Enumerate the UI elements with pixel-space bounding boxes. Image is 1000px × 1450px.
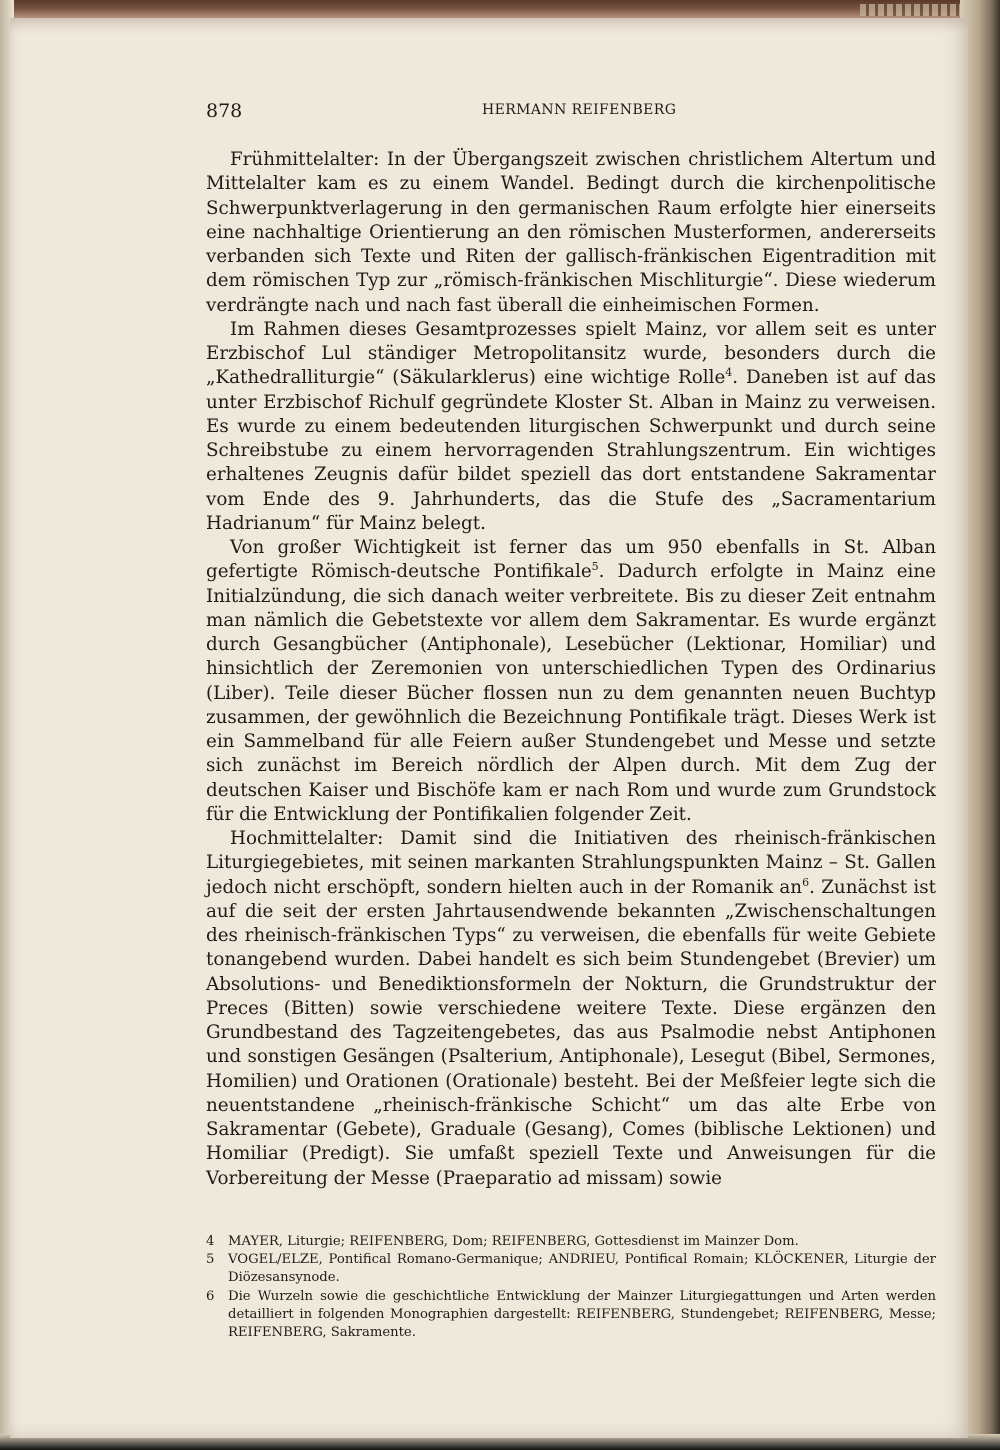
footnote-ref-5: 5 bbox=[591, 560, 599, 574]
footnote-number: 6 bbox=[206, 1288, 215, 1304]
paragraph-1 bbox=[206, 148, 936, 318]
running-head: HERMANN REIFENBERG bbox=[482, 102, 677, 118]
paragraph-4 bbox=[206, 827, 936, 1191]
footnote-ref-4: 4 bbox=[725, 366, 733, 380]
paragraph-text: Frühmittelalter: In der Übergangszeit zwischen christlichem Altertum und Mittelalter kam es zu einem Wandel. Bedingt durch die kirchenpolitische Schwerpunktverlagerung in den germanischen Raum erfolgte hier einerseits eine nachhaltige Orientierung an den römischen Musterformen, andererseits verbanden sich Texte und Riten der gallisch-fränkischen Eigentradition mit dem römischen Typ zur „römisch-fränkischen Mischliturgie“. Diese wiederum verdrängte nach und nach fast überall die einheimischen Formen. bbox=[206, 149, 936, 316]
footnote-text: VOGEL/ELZE, Pontifical Romano-Germanique; ANDRIEU, Pontifical Romain; KLÖCKENER, Liturgie der Diözesansynode. bbox=[228, 1252, 936, 1286]
footnote-6 bbox=[206, 1288, 936, 1343]
paragraph-text: . Dadurch erfolgte in Mainz eine Initialzündung, die sich danach weiter verbreitete. Bis zu dieser Zeit entnahm man nämlich die Gebetstexte vor allem dem Sakramentar. Es wurde ergänzt durch Gesangbücher (Antiphonale), Lesebücher (Lektionar, Homiliar) und hinsichtlich der Zeremonien von unterschiedlichen Typen des Ordinarius (Liber). Teile dieser Bücher flossen nun zu dem genannten neuen Buchtyp zusammen, der gewöhnlich die Bezeichnung Pontifikale trägt. Dieses Werk ist ein Sammelband für alle Feiern außer Stundengebet und Messe und setzte sich zunächst im Bereich nördlich der Alpen durch. Mit dem Zug der deutschen Kaiser und Bischöfe kam er nach Rom und wurde zum Grundstock für die Entwicklung der Pontifikalien folgender Zeit. bbox=[206, 561, 936, 825]
book-page bbox=[10, 18, 968, 1438]
paragraph-text: Von großer Wichtigkeit ist ferner das um 950 ebenfalls in St. Alban gefertigte Römisch-deutsche Pontifikale bbox=[206, 537, 936, 583]
footnote-5 bbox=[206, 1251, 936, 1288]
footnote-number: 4 bbox=[206, 1233, 215, 1249]
footnote-ref-6: 6 bbox=[802, 875, 810, 889]
footnote-number: 5 bbox=[206, 1252, 215, 1268]
body-text bbox=[206, 148, 936, 1191]
page-content bbox=[206, 100, 936, 1343]
paragraph-2 bbox=[206, 318, 936, 536]
paragraph-text: Im Rahmen dieses Gesamtprozesses spielt Mainz, vor allem seit es unter Erzbischof Lul ständiger Metropolitansitz wurde, besonders durch die „Kathedralliturgie“ (Säkularklerus) eine wichtige Rolle bbox=[206, 318, 936, 389]
paragraph-3 bbox=[206, 536, 936, 827]
paragraph-text: Hochmittelalter: Damit sind die Initiativen des rheinisch-fränkischen Liturgiegebietes, mit seinen markanten Strahlungspunkten Mainz – St. Gallen jedoch nicht erschöpft, sondern hielten auch in der Romanik an bbox=[206, 828, 936, 898]
running-header bbox=[206, 100, 936, 130]
footnote-text: MAYER, Liturgie; REIFENBERG, Dom; REIFENBERG, Gottesdienst im Mainzer Dom. bbox=[228, 1233, 799, 1249]
paragraph-text: . Daneben ist auf das unter Erzbischof Richulf gegründete Kloster St. Alban in Mainz zu verweisen. Es wurde zu einem bedeutenden liturgischen Schwerpunkt und durch seine Schreibstube zu einem hervorragenden Strahlungszentrum. Ein wichtiges erhaltenes Zeugnis dafür bildet speziell das dort entstandene Sakramentar vom Ende des 9. Jahrhunderts, das die Stufe des „Sacramentarium Hadrianum“ für Mainz belegt. bbox=[206, 367, 936, 534]
footnotes bbox=[206, 1233, 936, 1343]
paragraph-text: . Zunächst ist auf die seit der ersten Jahrtausendwende bekannten „Zwischenschaltungen des rheinisch-fränkischen Typs“ zu verweisen, die ebenfalls für weite Gebiete tonangebend wurden. Dabei handelt es sich beim Stundengebet (Brevier) um Absolutions- und Benediktionsformeln der Nokturn, die Grundstruktur der Preces (Bitten) sowie verschiedene weitere Texte. Diese ergänzen den Grundbestand des Tagzeitengebetes, das aus Psalmodie nebst Antiphonen und sonstigen Gesängen (Psalterium, Antiphonale), Lesegut (Bibel, Sermones, Homilien) und Orationen (Orationale) besteht. Bei der Meßfeier legte sich die neuentstandene „rheinisch-fränkische Schicht“ um das alte Erbe von Sakramentar (Gebete), Graduale (Gesang), Comes (biblische Lektionen) und Homiliar (Predigt). Sie umfaßt speziell Texte und Anweisungen für die Vorbereitung der Messe (Praeparatio ad missam) sowie bbox=[206, 876, 937, 1189]
page-number: 878 bbox=[206, 100, 243, 122]
footnote-4 bbox=[206, 1233, 936, 1251]
footnote-text: Die Wurzeln sowie die geschichtliche Entwicklung der Mainzer Liturgiegattungen und Arten werden detailliert in folgenden Monographien dargestellt: REIFENBERG, Stundengebet; REIFENBERG, Messe; REIFENBERG, Sakramente. bbox=[228, 1288, 936, 1341]
